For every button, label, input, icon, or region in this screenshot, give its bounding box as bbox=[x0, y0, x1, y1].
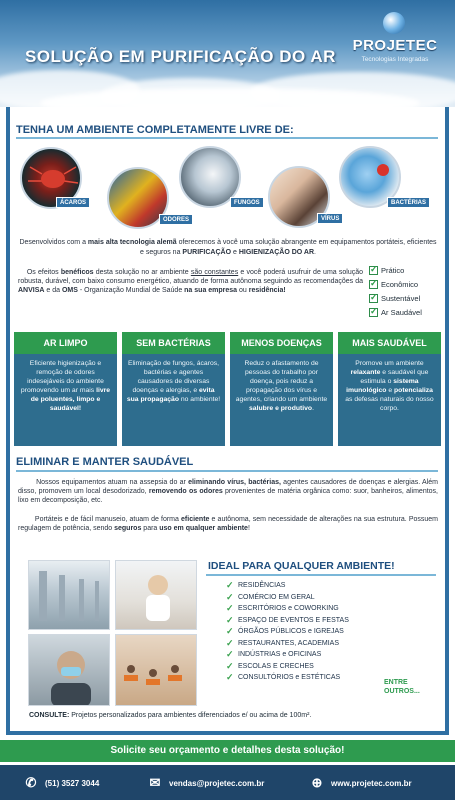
feature-title: MENOS DOENÇAS bbox=[230, 332, 333, 354]
check-icon: ✓ bbox=[226, 637, 234, 648]
header-banner bbox=[0, 0, 455, 107]
intro-paragraph-1: Desenvolvidos com a mais alta tecnologia alemã oferecemos à você uma solução abrangente em equipamentos portáteis, eficientes e seguros na PURIFICAÇÃO e HIGIENIZAÇÃO DO AR. bbox=[19, 239, 437, 256]
divider bbox=[16, 470, 438, 472]
feature-sem-bacterias bbox=[122, 332, 225, 446]
section-heading-eliminar: ELIMINAR E MANTER SAUDÁVEL bbox=[16, 456, 194, 468]
phone-icon: ✆ bbox=[25, 775, 37, 790]
office-photo bbox=[28, 560, 110, 630]
check-icon bbox=[369, 266, 378, 275]
list-item: ✓ ESPAÇO DE EVENTOS E FESTAS bbox=[226, 614, 349, 625]
list-item: ✓ RESIDÊNCIAS bbox=[226, 580, 286, 591]
feature-title: SEM BACTÉRIAS bbox=[122, 332, 225, 354]
tag-virus: VÍRUS bbox=[317, 213, 343, 224]
consulte-note: CONSULTE: Projetos personalizados para ambientes diferenciados e/ ou acima de 100m². bbox=[29, 712, 312, 719]
feature-columns bbox=[14, 332, 441, 446]
check-icon: ✓ bbox=[226, 591, 234, 602]
section2-paragraph-1: Nossos equipamentos atuam na assepsia do ar eliminando vírus, bactérias, agentes causadores de doenças e alergias. Além disso, promovem um local desodorizado, removendo os odores provenientes de matéria orgânica como: suor, banheiros, alimentos, lixo em decomposição, etc. bbox=[18, 479, 438, 504]
entre-outros: ENTRE OUTROS... bbox=[384, 679, 420, 695]
phone-contact[interactable]: ✆ (51) 3527 3044 bbox=[22, 773, 99, 793]
globe-icon bbox=[383, 12, 405, 34]
section2-paragraph-2: Portáteis e de fácil manuseio, atuam de forma eficiente e autônoma, sem necessidade de alterações na sua estrutura. Possuem regulagem de potência, sendo seguros para uso em qualquer ambiente! bbox=[18, 516, 438, 532]
globe-icon: ⊕ bbox=[311, 775, 323, 790]
section-heading-livre: TENHA UM AMBIENTE COMPLETAMENTE LIVRE DE: bbox=[16, 124, 294, 136]
check-item: ✓ Ar Saudável bbox=[369, 305, 444, 319]
web-contact[interactable]: ⊕ www.projetec.com.br bbox=[308, 773, 412, 793]
check-item: ✓ Sustentável bbox=[369, 291, 444, 305]
page-title: SOLUÇÃO EM PURIFICAÇÃO DO AR bbox=[25, 47, 336, 66]
feature-title: MAIS SAUDÁVEL bbox=[338, 332, 441, 354]
feature-text: Reduz o afastamento de pessoas do trabalho por doença, pois reduz a propagação dos vírus e agentes, criando um ambiente salubre e produtivo. bbox=[235, 360, 328, 412]
tag-fungos: FUNGOS bbox=[230, 197, 264, 208]
email-contact[interactable]: ✉ vendas@projetec.com.br bbox=[146, 773, 264, 793]
list-item: ✓ CONSULTÓRIOS e ESTÉTICAS bbox=[226, 672, 341, 683]
feature-text: Promove um ambiente relaxante e saudável que estimula o sistema imunológico e potencializa as defesas naturais do nosso corpo. bbox=[345, 360, 434, 412]
list-item: ✓ ÓRGÃOS PÚBLICOS e IGREJAS bbox=[226, 626, 344, 637]
check-icon: ✓ bbox=[226, 580, 234, 591]
tag-acaros: ÁCAROS bbox=[56, 197, 90, 208]
brand-logo bbox=[345, 12, 445, 72]
check-icon: ✓ bbox=[226, 672, 234, 683]
check-item: ✓ Prático bbox=[369, 263, 444, 277]
check-icon: ✓ bbox=[226, 603, 234, 614]
check-icon: ✓ bbox=[226, 626, 234, 637]
cta-banner[interactable]: Solicite seu orçamento e detalhes desta solução! bbox=[0, 740, 455, 762]
divider bbox=[16, 137, 438, 139]
check-icon: ✓ bbox=[226, 660, 234, 671]
feature-text: Eficiente higienização e remoção de odores indesejáveis do ambiente promovendo um ar mais livre de poluentes, limpo e saudável! bbox=[20, 360, 111, 412]
feature-menos-doencas bbox=[230, 332, 333, 446]
check-item: ✓ Econômico bbox=[369, 277, 444, 291]
ideal-heading: IDEAL PARA QUALQUER AMBIENTE! bbox=[208, 560, 395, 572]
list-item: ✓ INDÚSTRIAS e OFICINAS bbox=[226, 649, 322, 660]
brand-subtitle: Tecnologias Integradas bbox=[361, 56, 429, 63]
feature-ar-limpo bbox=[14, 332, 117, 446]
intro-paragraph-2: Os efeitos benéficos desta solução no ar ambiente são constantes e você poderá usufruir de uma solução robusta, durável, com baixo consumo energético, atuando de forma autônoma seguindo as recomendações da ANVISA e da OMS - Organização Mundial de Saúde na sua empresa ou residência! bbox=[18, 269, 364, 294]
list-item: ✓ COMÉRCIO EM GERAL bbox=[226, 591, 315, 602]
check-icon bbox=[369, 280, 378, 289]
child-photo bbox=[115, 560, 197, 630]
list-item: ✓ ESCRITÓRIOS e COWORKING bbox=[226, 603, 339, 614]
feature-text: Eliminação de fungos, ácaros, bactérias e agentes causadores de diversas doenças e alergias, e evita sua propagação no ambiente! bbox=[126, 360, 221, 403]
brand-name: PROJETEC bbox=[352, 37, 438, 54]
feature-title: AR LIMPO bbox=[14, 332, 117, 354]
check-icon: ✓ bbox=[226, 649, 234, 660]
divider bbox=[206, 574, 436, 576]
check-icon bbox=[369, 294, 378, 303]
feature-mais-saudavel bbox=[338, 332, 441, 446]
tag-odores: ODORES bbox=[159, 214, 193, 225]
environments-list bbox=[226, 580, 386, 684]
list-item: ✓ RESTAURANTES, ACADEMIAS bbox=[226, 637, 340, 648]
masked-woman-photo bbox=[28, 634, 110, 706]
envelope-icon: ✉ bbox=[149, 775, 161, 790]
check-icon: ✓ bbox=[226, 614, 234, 625]
check-icon bbox=[369, 308, 378, 317]
contact-footer bbox=[0, 765, 455, 800]
benefits-checklist bbox=[369, 263, 444, 319]
tag-bacterias: BACTÉRIAS bbox=[387, 197, 430, 208]
list-item: ✓ ESCOLAS E CRECHES bbox=[226, 660, 314, 671]
classroom-photo bbox=[115, 634, 197, 706]
